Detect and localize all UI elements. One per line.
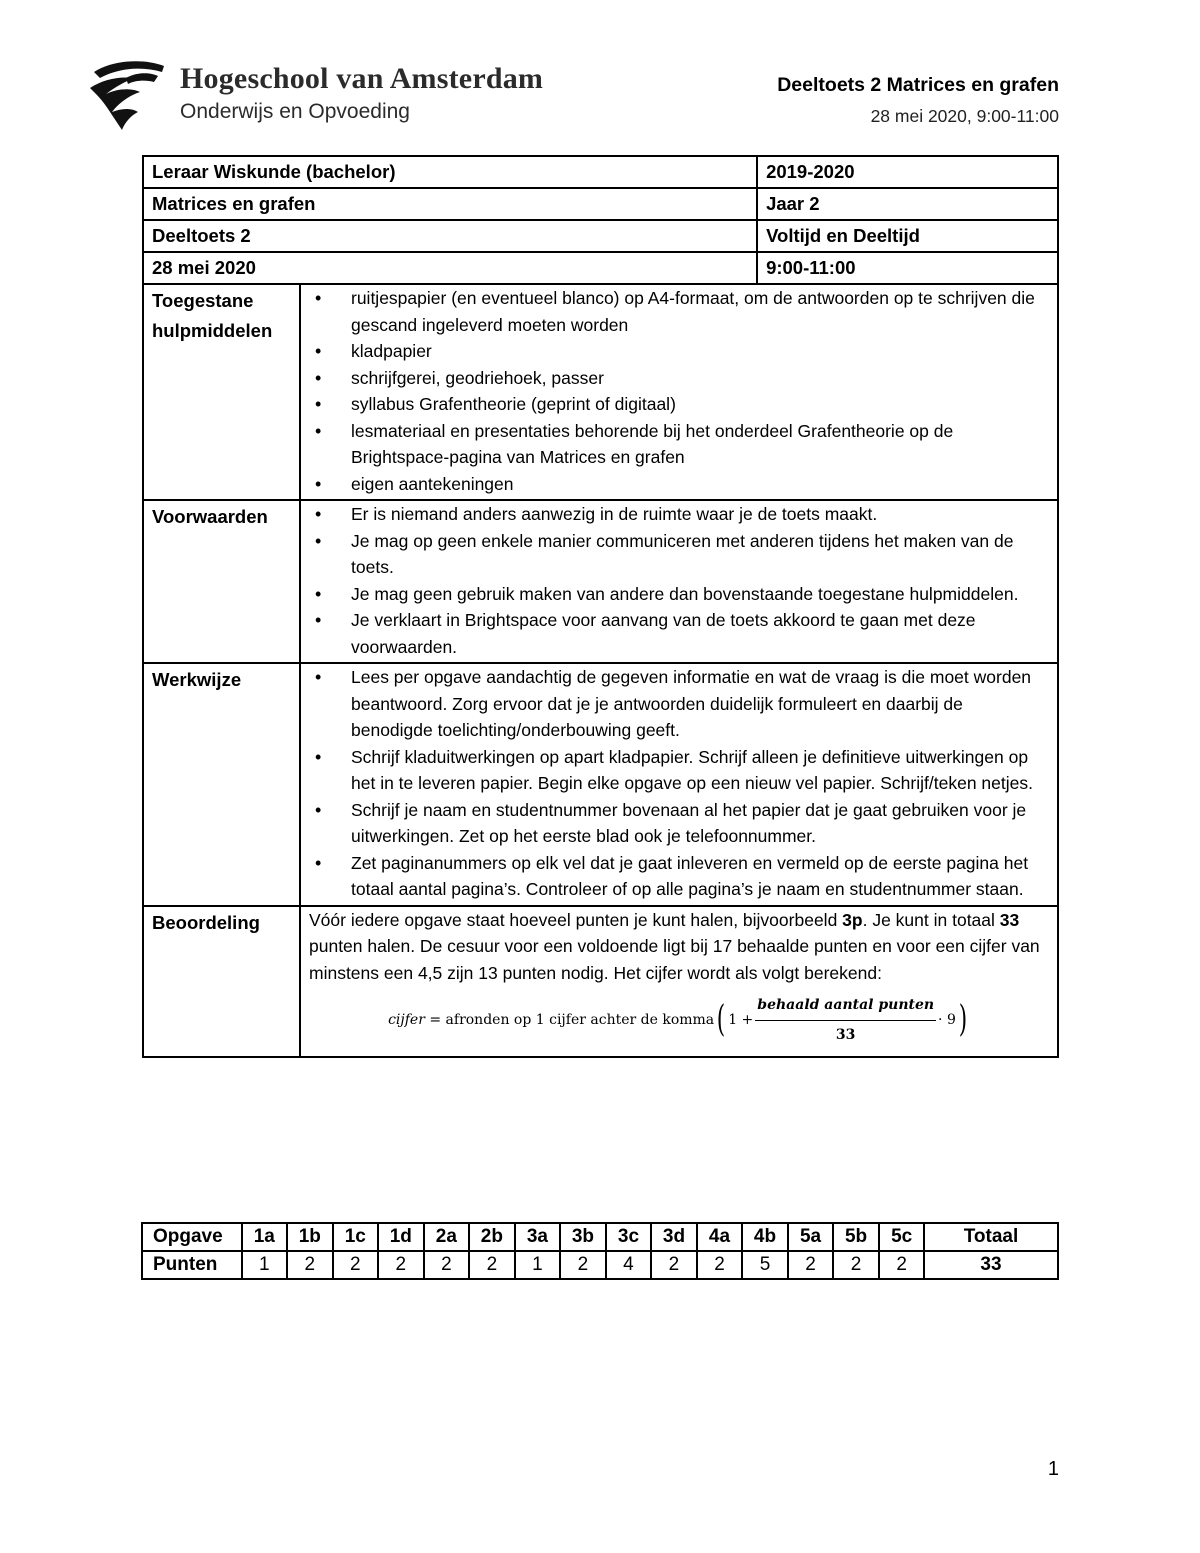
list-item: • eigen aantekeningen — [309, 471, 1049, 498]
opgave-cell: 5c — [879, 1223, 924, 1251]
school-heading — [180, 62, 543, 126]
list-item: • Je mag op geen enkele manier communiceren met anderen tijdens het maken van de toets. — [309, 528, 1049, 581]
fraction-denominator: 33 — [835, 1026, 856, 1043]
punten-cell: 1 — [242, 1251, 287, 1279]
total-value: 33 — [924, 1251, 1058, 1279]
meta-mode: Voltijd en Deeltijd — [757, 220, 1058, 252]
list-item: • schrijfgerei, geodriehoek, passer — [309, 365, 1049, 392]
list-item: • kladpapier — [309, 338, 1049, 365]
school-department: Onderwijs en Opvoeding — [180, 100, 410, 123]
punten-cell: 5 — [742, 1251, 789, 1279]
text-run-bold: 3p — [842, 909, 863, 930]
opgave-cell: 1c — [333, 1223, 378, 1251]
punten-cell: 4 — [606, 1251, 651, 1279]
opgave-cell: 1d — [378, 1223, 425, 1251]
meta-course: Leraar Wiskunde (bachelor) — [143, 156, 757, 188]
document-title: Deeltoets 2 Matrices en grafen — [777, 74, 1059, 96]
list-item: • Lees per opgave aandachtig de gegeven informatie en wat de vraag is die moet worden beantwoord. Zorg ervoor dat je je antwoorden duidelijk formuleert en daarbij de benodigde toelichting/onderbouwing geeft. — [309, 664, 1049, 744]
section-label: Voorwaarden — [143, 500, 300, 663]
punten-cell: 2 — [560, 1251, 607, 1279]
formula-fraction — [755, 992, 936, 1048]
opgave-cell: 5a — [788, 1223, 833, 1251]
hva-logo — [88, 58, 168, 132]
section-toegestane — [143, 284, 1058, 500]
meta-row — [143, 156, 1058, 188]
text-run: . Je kunt in totaal — [862, 909, 1000, 930]
left-paren: ( — [716, 999, 726, 1040]
section-content — [300, 284, 1058, 500]
meta-time: 9:00-11:00 — [757, 252, 1058, 284]
list-item: • ruitjespapier (en eventueel blanco) op A4-formaat, om de antwoorden op te schrijven die gescand ingeleverd moeten worden — [309, 285, 1049, 338]
punten-cell: 2 — [378, 1251, 425, 1279]
meta-row — [143, 252, 1058, 284]
meta-subject: Matrices en grafen — [143, 188, 757, 220]
grading-text — [309, 907, 1049, 987]
bullet-list — [309, 664, 1049, 903]
row-header: Punten — [142, 1251, 242, 1279]
punten-cell: 2 — [879, 1251, 924, 1279]
right-paren: ) — [958, 999, 968, 1040]
punten-cell: 2 — [833, 1251, 880, 1279]
text-run: Vóór iedere opgave staat hoeveel punten je kunt halen, bijvoorbeeld — [309, 909, 843, 930]
punten-cell: 1 — [515, 1251, 560, 1279]
text-run: punten halen. De cesuur voor een voldoende ligt bij 17 behaalde punten en voor een cijfer van minstens een 4,5 zijn 13 punten nodig. Het cijfer wordt als volgt berekend: — [309, 936, 1040, 983]
opgave-cell: 3d — [651, 1223, 698, 1251]
punten-cell: 2 — [651, 1251, 698, 1279]
section-label — [143, 284, 300, 500]
formula-times: · 9 — [938, 1011, 956, 1028]
list-item: • Schrijf je naam en studentnummer bovenaan al het papier dat je gaat gebruiken voor je uitwerkingen. Zet op het eerste blad ook je telefoonnummer. — [309, 797, 1049, 850]
fraction-numerator: behaald aantal punten — [755, 992, 936, 1021]
section-beoordeling — [143, 906, 1058, 1058]
punten-cell: 2 — [469, 1251, 516, 1279]
punten-cell: 2 — [333, 1251, 378, 1279]
opgave-cell: 4b — [742, 1223, 789, 1251]
list-item: • lesmateriaal en presentaties behorende bij het onderdeel Grafentheorie op de Brightspace-pagina van Matrices en grafen — [309, 418, 1049, 471]
section-voorwaarden — [143, 500, 1058, 663]
list-item: • Zet paginanummers op elk vel dat je gaat inleveren en vermeld op de eerste pagina het totaal aantal pagina’s. Controleer of op alle pagina’s je naam en studentnummer staan. — [309, 850, 1049, 903]
meta-row — [143, 188, 1058, 220]
punten-cell: 2 — [697, 1251, 742, 1279]
formula-one-plus: 1 + — [728, 1011, 754, 1028]
total-header: Totaal — [924, 1223, 1058, 1251]
label-line: Toegestane — [152, 290, 254, 311]
opgave-cell: 1a — [242, 1223, 287, 1251]
meta-date: 28 mei 2020 — [143, 252, 757, 284]
list-item: • Je mag geen gebruik maken van andere dan bovenstaande toegestane hulpmiddelen. — [309, 581, 1049, 608]
opgave-cell: 1b — [287, 1223, 334, 1251]
school-name: Hogeschool van Amsterdam — [180, 62, 544, 95]
opgave-cell: 4a — [697, 1223, 742, 1251]
meta-study-year: Jaar 2 — [757, 188, 1058, 220]
opgave-cell: 3b — [560, 1223, 607, 1251]
opgave-cell: 3a — [515, 1223, 560, 1251]
formula-lhs: cijfer — [388, 1011, 425, 1028]
section-werkwijze — [143, 663, 1058, 906]
row-header: Opgave — [142, 1223, 242, 1251]
label-line: hulpmiddelen — [152, 320, 273, 341]
section-content — [300, 500, 1058, 663]
exam-info-table — [142, 155, 1059, 1058]
opgave-cell: 2b — [469, 1223, 516, 1251]
document-header — [777, 72, 1059, 128]
opgave-cell: 2a — [424, 1223, 469, 1251]
bullet-list — [309, 285, 1049, 497]
document-date: 28 mei 2020, 9:00-11:00 — [870, 106, 1059, 126]
score-table — [141, 1222, 1059, 1280]
opgave-cell: 3c — [606, 1223, 651, 1251]
section-label: Werkwijze — [143, 663, 300, 906]
list-item: • Schrijf kladuitwerkingen op apart kladpapier. Schrijf alleen je definitieve uitwerkingen op het in te leveren papier. Begin elke opgave op een nieuw vel papier. Schrijf/teken netjes. — [309, 744, 1049, 797]
list-item: • syllabus Grafentheorie (geprint of digitaal) — [309, 391, 1049, 418]
punten-cell: 2 — [287, 1251, 334, 1279]
formula-eq: = afronden op 1 cijfer achter de komma — [424, 1011, 715, 1028]
grade-formula — [309, 986, 1049, 1054]
opgave-row — [142, 1223, 1058, 1251]
bullet-list — [309, 501, 1049, 660]
section-label: Beoordeling — [143, 906, 300, 1058]
meta-year: 2019-2020 — [757, 156, 1058, 188]
list-item: • Er is niemand anders aanwezig in de ruimte waar je de toets maakt. — [309, 501, 1049, 528]
section-content — [300, 906, 1058, 1058]
section-content — [300, 663, 1058, 906]
list-item: • Je verklaart in Brightspace voor aanvang van de toets akkoord te gaan met deze voorwaarden. — [309, 607, 1049, 660]
page-number: 1 — [1047, 1458, 1059, 1480]
meta-test: Deeltoets 2 — [143, 220, 757, 252]
meta-row — [143, 220, 1058, 252]
text-run-bold: 33 — [999, 909, 1020, 930]
punten-row — [142, 1251, 1058, 1279]
punten-cell: 2 — [788, 1251, 833, 1279]
punten-cell: 2 — [424, 1251, 469, 1279]
opgave-cell: 5b — [833, 1223, 880, 1251]
